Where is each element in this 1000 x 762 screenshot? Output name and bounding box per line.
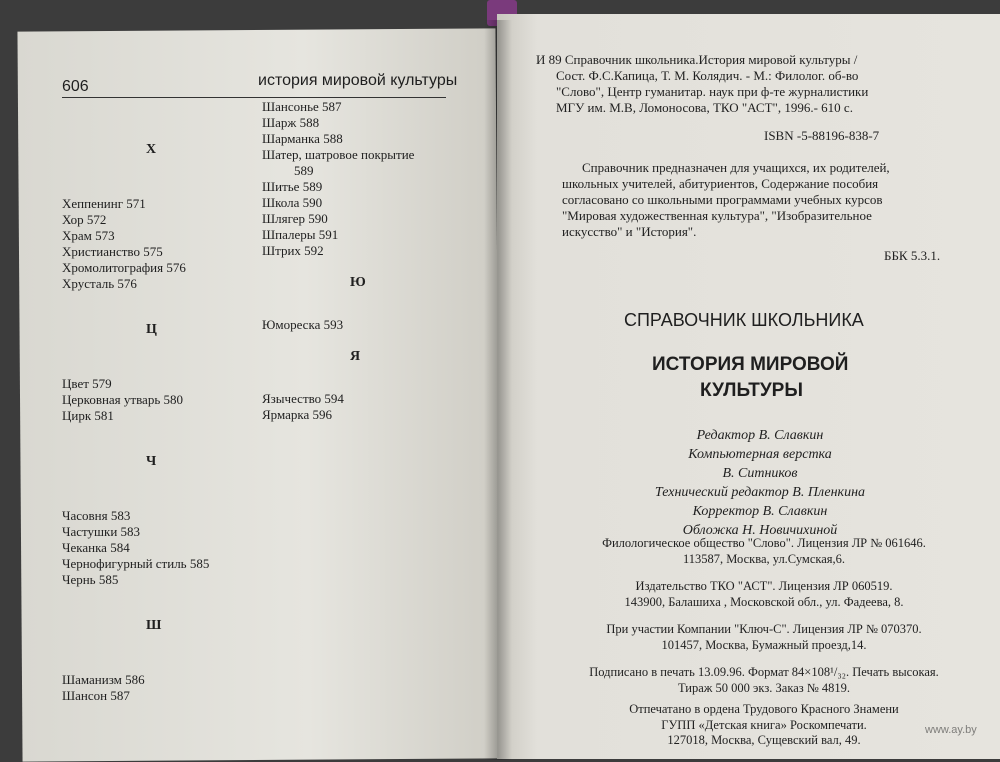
index-entry: Хрусталь 576 [62,276,137,291]
biblio-line: Сост. Ф.С.Капица, Т. М. Колядич. - М.: Филолог. об-во [556,68,859,83]
index-entry: Церковная утварь 580 [62,392,184,407]
series-title: СПРАВОЧНИК ШКОЛЬНИКА [624,310,864,330]
index-entry: Христианство 575 [62,244,163,259]
biblio-line: МГУ им. М.В, Ломоносова, ТКО "АСТ", 1996.- 610 с. [556,100,853,115]
biblio-line: И 89 Справочник школьника.История мировой культуры / [536,52,858,67]
biblio-line: "Слово", Центр гуманитар. наук при ф-те журналистики [556,84,869,99]
index-entry: Штрих 592 [262,243,324,258]
isbn: ISBN -5-88196-838-7 [764,128,880,143]
bibliographic-record [536,52,868,116]
imprint-spacer [566,567,962,579]
bbk-code: ББК 5.3.1. [884,248,941,263]
page-number: 606 [62,78,89,95]
index-entry: Шпалеры 591 [262,227,339,242]
index-entry: Хромолитография 576 [62,260,186,275]
credit-line: Редактор В. Славкин [696,428,824,443]
index-entry: Шансон 587 [62,688,130,703]
index-entry: Юмореска 593 [262,317,344,332]
index-letter-heading: Ш [146,618,162,633]
index-entry: Шарж 588 [262,115,320,130]
index-entry: Шитье 589 [262,179,323,194]
imprint [566,536,962,749]
book-spine [484,20,512,760]
index-entry: Шарманка 588 [262,131,343,146]
credit-line: Технический редактор В. Пленкина [654,485,866,500]
index-entry: Шаманизм 586 [62,672,145,687]
imprint-line: Филологическое общество "Слово". Лицензия ЛР № 061646. [602,536,926,550]
index-entry: Частушки 583 [62,524,141,539]
running-title: история мировой культуры [258,72,458,89]
index-entry: Цвет 579 [62,376,112,391]
credit-line: Компьютерная верстка [688,447,832,462]
imprint-spacer [566,653,962,665]
header-rule [62,97,446,98]
index-entry: Ярмарка 596 [262,407,333,422]
annotation-line: школьных учителей, абитуриентов, Содержание пособия [562,176,879,191]
annotation-line: искусство" и "История". [562,224,697,239]
index-entry: Чернь 585 [62,572,119,587]
imprint-line: 113587, Москва, ул.Сумская,6. [682,551,846,566]
index-letter-heading: Ю [350,275,366,290]
index-letter-heading: Ч [146,454,157,469]
annotation-line: согласовано со школьными программами учебных курсов [562,192,883,207]
imprint-line: 143900, Балашиха , Московской обл., ул. Фадеева, 8. [624,594,904,609]
index-entry: Храм 573 [62,228,115,243]
credit-line: В. Ситников [722,466,798,481]
index-entry: Шлягер 590 [262,211,328,226]
index-entry: Шатер, шатровое покрытие [262,147,415,162]
index-entry: Хеппенинг 571 [62,196,146,211]
watermark: www.ay.by [925,724,977,736]
index-letter-heading: Х [146,142,157,157]
imprint-line: 101457, Москва, Бумажный проезд,14. [661,637,867,652]
index-entry: 589 [294,163,314,178]
imprint-line: Издательство ТКО "АСТ". Лицензия ЛР 060519. [635,579,893,593]
annotation [562,160,890,240]
index-letter-heading: Ц [146,322,157,337]
imprint-line: При участии Компании "Ключ-С". Лицензия ЛР № 070370. [606,622,922,636]
annotation-line: Справочник предназначен для учащихся, их родителей, [582,160,890,175]
index-entry: Школа 590 [262,195,323,210]
annotation-line: "Мировая художественная культура", "Изобразительное [562,208,872,223]
index-entry: Часовня 583 [62,508,131,523]
index-entry: Цирк 581 [62,408,114,423]
book-title-line-1: ИСТОРИЯ МИРОВОЙ [652,354,849,375]
book-title-line-2: КУЛЬТУРЫ [700,380,803,401]
index-entry: Шансонье 587 [262,99,342,114]
index-entry: Чернофигурный стиль 585 [62,556,210,571]
index-entry: Хор 572 [62,212,107,227]
index-letter-heading: Я [350,349,361,364]
imprint-line: Тираж 50 000 экз. Заказ № 4819. [677,680,850,695]
imprint-spacer [566,610,962,622]
imprint-line: 127018, Москва, Сущевский вал, 49. [667,733,861,747]
credit-line: Обложка Н. Новичихиной [682,523,838,538]
credits [612,426,908,540]
imprint-line: Подписано в печать 13.09.96. Формат 84×108¹/₃₂. Печать высокая. [589,665,939,679]
imprint-line: Отпечатано в ордена Трудового Красного Знамени [629,702,899,716]
index-entry: Язычество 594 [262,391,344,406]
index-entry: Чеканка 584 [62,540,130,555]
imprint-line: ГУПП «Детская книга» Роскомпечати. [661,717,867,732]
credit-line: Корректор В. Славкин [692,504,828,519]
